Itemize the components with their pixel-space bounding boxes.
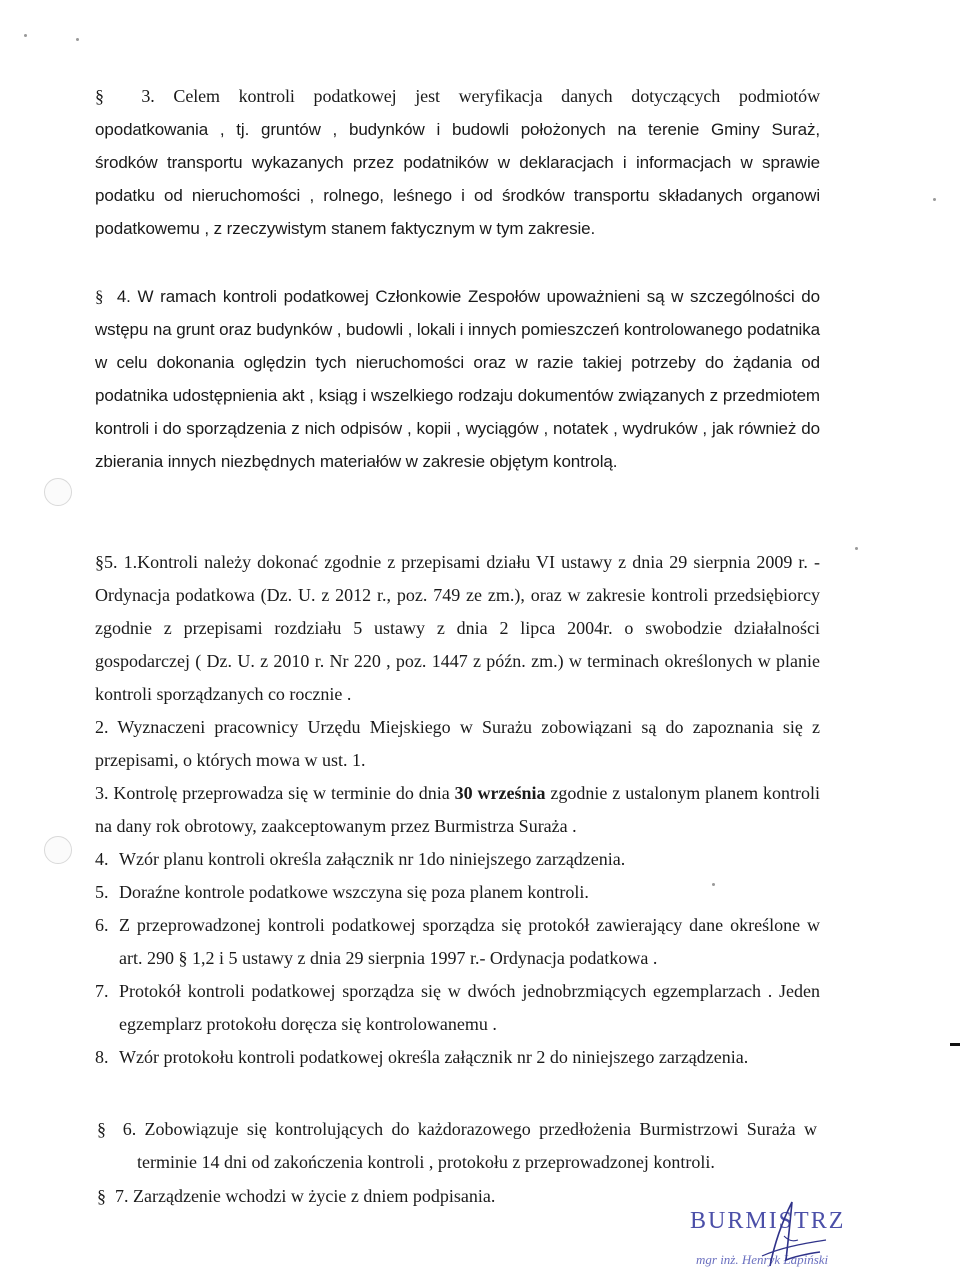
section-3-line-4: podatku od nieruchomości , rolnego, leśnego i od środków transportu składanych organowi bbox=[95, 186, 820, 205]
edge-mark bbox=[950, 1043, 960, 1046]
deadline-date: 30 września bbox=[454, 783, 546, 803]
item-text: Wzór protokołu kontroli podatkowej określa załącznik nr 2 do niniejszego zarządzenia. bbox=[119, 1047, 749, 1067]
section-sign: § bbox=[95, 287, 104, 306]
section-4-text: 4. W ramach kontroli podatkowej Członkowie Zespołów upoważnieni są w szczególności do wstępu na grunt oraz budynków , budowli , lokali i innych pomieszczeń kontrolowanego podatnika w celu dokonania oględzin tych nieruchomości oraz w razie takiej potrzeby do żądania od podatnika udostępnienia akt , ksiąg i wszelkiego rodzaju dokumentów związanych z przedmiotem kontroli i do sporządzenia z nich odpisów , kopii , wyciągów , notatek , wydruków , jak również do zbierania innych niezbędnych materiałów w zakresie objętym kontrolą. bbox=[95, 287, 820, 471]
scan-dot bbox=[855, 547, 858, 550]
section-3-line-1-text: 3. Celem kontroli podatkowej jest weryfikacja danych dotyczących podmiotów bbox=[141, 86, 820, 106]
section-5-paragraph-3-start: 3. Kontrolę przeprowadza się w terminie do dnia bbox=[95, 783, 455, 803]
section-6-paragraph bbox=[97, 1113, 817, 1179]
item-text: Doraźne kontrole podatkowe wszczyna się poza planem kontroli. bbox=[119, 882, 589, 902]
section-3-line-1 bbox=[95, 80, 820, 113]
section-5-item-8 bbox=[95, 1041, 820, 1074]
section-4 bbox=[95, 280, 820, 478]
section-5-paragraph-1: §5. 1.Kontroli należy dokonać zgodnie z przepisami działu VI ustawy z dnia 29 sierpnia 2009 r. - Ordynacja podatkowa (Dz. U. z 2012 r., poz. 749 ze zm.), oraz w zakresie kontroli przedsiębiorcy zgodnie z przepisami rozdziału 5 ustawy z dnia 2 lipca 2004r. o swobodzie działalności gospodarczej ( Dz. U. z 2010 r. Nr 220 , poz. 1447 z późn. zm.) w terminach określonych w planie kontroli sporządzanych co rocznie . bbox=[95, 552, 820, 704]
punch-hole-bottom bbox=[44, 836, 72, 864]
scan-dot bbox=[76, 38, 79, 41]
section-5-item-6 bbox=[95, 909, 820, 975]
section-3-line-5: podatkowemu , z rzeczywistym stanem faktycznym w tym zakresie. bbox=[95, 219, 596, 238]
section-5-item-4 bbox=[95, 843, 820, 876]
section-sign: § bbox=[97, 1119, 106, 1139]
item-number: 5. bbox=[95, 882, 109, 902]
section-6-text: 6. Zobowiązuje się kontrolujących do każdorazowego przedłożenia Burmistrzowi Suraża w terminie 14 dni od zakończenia kontroli , protokołu z przeprowadzonej kontroli. bbox=[122, 1119, 817, 1172]
item-number: 7. bbox=[95, 981, 109, 1001]
section-3 bbox=[95, 80, 820, 245]
item-text: Wzór planu kontroli określa załącznik nr 1do niniejszego zarządzenia. bbox=[119, 849, 626, 869]
section-5-paragraph-3-end: zgodnie z ustalonym planem kontroli na dany rok obrotowy, zaakceptowanym przez Burmistrza Suraża . bbox=[95, 783, 820, 836]
section-6 bbox=[97, 1113, 817, 1179]
section-5-paragraph-2: 2. Wyznaczeni pracownicy Urzędu Miejskiego w Surażu zobowiązani są do zapoznania się z przepisami, o których mowa w ust. 1. bbox=[95, 717, 820, 770]
item-number: 4. bbox=[95, 849, 109, 869]
item-number: 6. bbox=[95, 915, 109, 935]
section-5 bbox=[95, 546, 820, 1074]
stamp-subtitle: mgr inż. Henryk Łapiński bbox=[696, 1252, 829, 1267]
section-sign: § bbox=[97, 1186, 106, 1206]
handwritten-signature bbox=[740, 1196, 830, 1274]
item-text: Protokół kontroli podatkowej sporządza się w dwóch jednobrzmiących egzemplarzach . Jeden egzemplarz protokołu doręcza się kontrolowanemu . bbox=[119, 981, 820, 1034]
section-sign: § bbox=[95, 86, 104, 106]
punch-hole-top bbox=[44, 478, 72, 506]
section-3-line-3: środków transportu wykazanych przez podatników w deklaracjach i informacjach w sprawie bbox=[95, 153, 820, 172]
item-number: 8. bbox=[95, 1047, 109, 1067]
stamp-title: BURMISTRZ bbox=[690, 1208, 846, 1234]
mayor-stamp bbox=[690, 1208, 890, 1275]
section-5-item-5 bbox=[95, 876, 820, 909]
section-7-text: 7. Zarządzenie wchodzi w życie z dniem podpisania. bbox=[115, 1186, 496, 1206]
section-3-line-2: opodatkowania , tj. gruntów , budynków i budowli położonych na terenie Gminy Suraż, bbox=[95, 120, 820, 139]
item-text: Z przeprowadzonej kontroli podatkowej sporządza się protokół zawierający dane określone w art. 290 § 1,2 i 5 ustawy z dnia 29 sierpnia 1997 r.- Ordynacja podatkowa . bbox=[119, 915, 820, 968]
section-5-paragraph-3 bbox=[95, 777, 820, 843]
section-5-item-7 bbox=[95, 975, 820, 1041]
scan-dot bbox=[24, 34, 27, 37]
scan-dot bbox=[933, 198, 936, 201]
